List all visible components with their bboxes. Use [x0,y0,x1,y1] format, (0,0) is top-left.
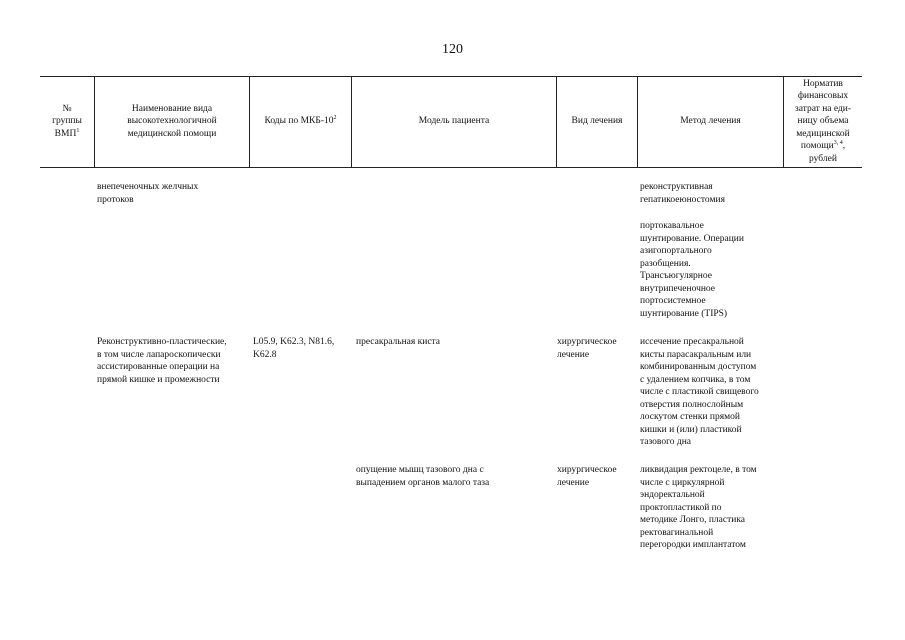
header-group-number: № группы ВМП$^1$ [52,103,82,139]
treatment-method: портокавальное шунтирование. Операции азигопортального разобщения. Трансъюгулярное внутрипеченочное портосистемное шунтирование (TIPS) [640,221,744,319]
treatment-method: ликвидация ректоцеле, в том числе с циркулярной эндоректальной проктопластикой по методике Лонго, пластика ректовагинальной перегородки имплантатом [640,465,757,550]
care-type-name: внепеченочных желчных протоков [97,182,199,205]
treatment-method: реконструктивная гепатикоеюностомия [640,182,725,205]
header-treatment-method: Метод лечения [680,116,741,127]
care-type-name: Реконструктивно-пластические, в том числе лапароскопически ассистированные операции на прямой кишке и промежности [97,337,227,385]
icd-codes: L05.9, K62.3, N81.6, K62.8 [253,337,335,360]
patient-model: опущение мышц тазового дна с выпадением органов малого таза [356,465,490,488]
patient-model: пресакральная киста [356,337,441,347]
treatment-type: хирургическое лечение [557,337,617,360]
page-number: 120 [442,42,463,57]
header-cost-norm: Норматив финансовых затрат на еди- ницу объема медицинской помощи$^{3, 4}$, рублей [794,78,852,164]
header-patient-model: Модель пациента [418,116,490,127]
header-treatment-type: Вид лечения [571,116,623,127]
treatment-method: иссечение пресакральной кисты парасакральным или комбинированным доступом с удалением копчика, в том числе с пластикой свищевого отверстия полнослойным лоскутом стенки прямой кишки и (или) пластикой тазового дна [640,337,759,447]
treatment-type: хирургическое лечение [557,465,617,488]
header-care-type: Наименование вида высокотехнологичной медицинской помощи [127,103,217,139]
header-icd-codes: Коды по МКБ-$10^2$ [264,115,337,127]
table-header-bottom-border [40,167,862,168]
